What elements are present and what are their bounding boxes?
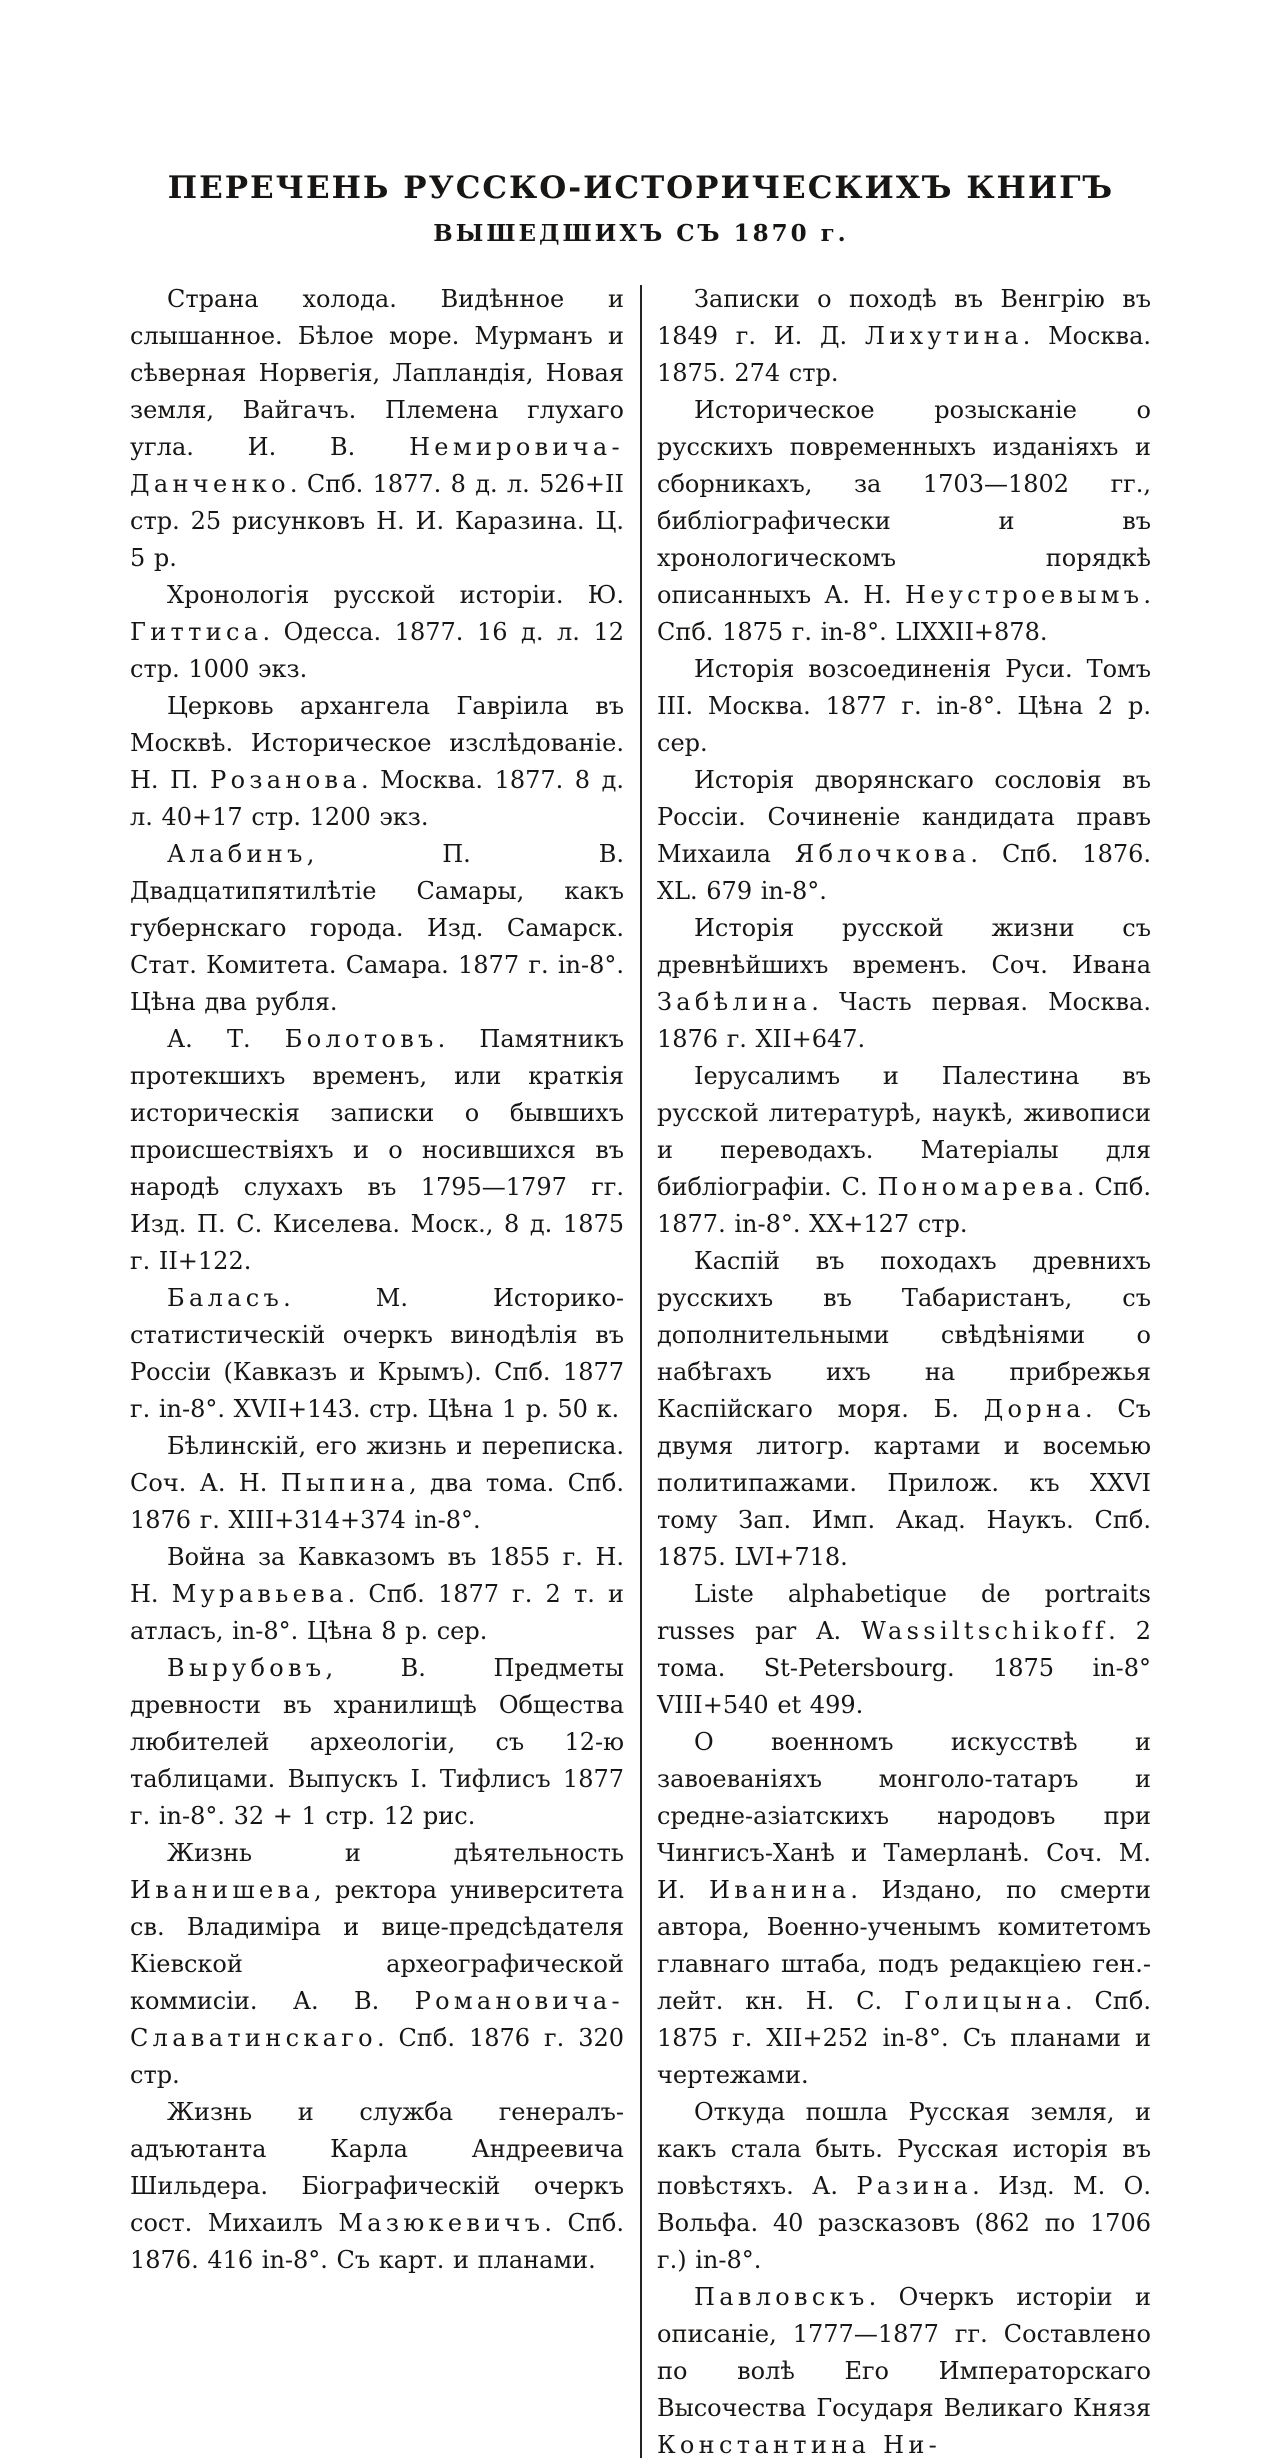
entry-text-segment: , ректора университета св. Владиміра и вице-предсѣдателя Кіевской археографической коммисіи. А. В. — [130, 1876, 624, 2015]
entry-author-name: Иванишева — [130, 1876, 314, 1904]
entry-text-segment: . Спб. 1875 г. XII+252 in-8°. Съ планами и чертежами. — [657, 1987, 1151, 2089]
bibliography-entry — [657, 2094, 1151, 2279]
entry-text-segment: . Спб. 1876. 416 in-8°. Съ карт. и планами. — [130, 2209, 624, 2274]
entry-author-name: Иванина — [709, 1876, 851, 1904]
bibliography-entry — [130, 1650, 624, 1835]
column-divider-rule — [640, 285, 642, 2458]
entry-text-segment: . Спб. 1875 г. in-8°. LIXXII+878. — [657, 581, 1151, 646]
entry-text-segment: . Часть первая. Москва. 1876 г. XII+647. — [657, 988, 1151, 1053]
bibliography-entry — [657, 1058, 1151, 1243]
entry-author-name: Муравьева — [171, 1580, 348, 1608]
bibliography-entry — [657, 1576, 1151, 1724]
page-title: ПЕРЕЧЕНЬ РУССКО-ИСТОРИЧЕСКИХЪ КНИГЪ — [167, 170, 1115, 206]
entry-text-segment: . Одесса. 1877. 16 д. л. 12 стр. 1000 экз. — [130, 618, 624, 683]
entry-author-name: Яблочкова — [794, 840, 971, 868]
entry-text-segment: Liste alphabetique de portraits russes par A. — [657, 1580, 1151, 1645]
entry-text-segment: Война за Кавказомъ въ 1855 г. Н. Н. — [130, 1543, 624, 1608]
entry-author-name: Константина Ни- — [657, 2431, 942, 2459]
entry-author-name: Мазюкевичъ — [338, 2209, 545, 2237]
entry-text-segment: . Издано, по смерти автора, Военно-ученымъ комитетомъ главнаго штаба, подъ редакціею ген.-лейт. кн. Н. С. — [657, 1876, 1151, 2015]
entry-text-segment: А. Т. — [167, 1025, 285, 1053]
bibliography-entry — [130, 1428, 624, 1539]
bibliography-entry — [130, 577, 624, 688]
entry-author-name: Лихутина — [864, 322, 1023, 350]
entry-text-segment: . Москва. 1877. 8 д. л. 40+17 стр. 1200 экз. — [130, 766, 624, 831]
entry-text-segment: . Памятникъ протекшихъ временъ, или краткія историческія записки о бывшихъ происшествіяхъ и о носившихся въ народѣ слухахъ въ 1795—1797 гг. Изд. П. С. Киселева. Моск., 8 д. 1875 г. II+122. — [130, 1025, 624, 1275]
entry-author-name: Романовича-Славатинскаго — [130, 1987, 624, 2052]
page-subtitle: ВЫШЕДШИХЪ СЪ 1870 г. — [433, 220, 849, 247]
entry-text-segment: Церковь архангела Гавріила въ Москвѣ. Историческое изслѣдованіе. Н. П. — [130, 692, 624, 794]
bibliography-entry — [130, 1021, 624, 1280]
entry-text-segment: . Спб. 1876. XL. 679 in-8°. — [657, 840, 1152, 905]
entry-text-segment: . М. Историко-статистическій очеркъ винодѣлія въ Россіи (Кавказъ и Крымъ). Спб. 1877 г. in-8°. XVII+143. стр. Цѣна 1 р. 50 к. — [130, 1284, 624, 1423]
entry-text-segment: . Съ двумя литогр. картами и восемью политипажами. Прилож. къ XXVI тому Зап. Имп. Акад. Наукъ. Спб. 1875. LVI+718. — [657, 1395, 1152, 1571]
bibliography-entry — [657, 1243, 1151, 1576]
entry-author-name: Гиттиса — [130, 618, 263, 646]
entry-text-segment: Историческое розысканіе о русскихъ повременныхъ изданіяхъ и сборникахъ, за 1703—1802 гг., библіографически и въ хронологическомъ порядкѣ описанныхъ А. Н. — [657, 396, 1151, 609]
entry-author-name: Голицына — [904, 1987, 1066, 2015]
entry-text-segment: Бѣлинскій, его жизнь и переписка. Соч. А. Н. — [130, 1432, 624, 1497]
entry-text-segment: Откуда пошла Русская земля, и какъ стала быть. Русская исторія въ повѣстяхъ. А. — [657, 2098, 1151, 2200]
entry-text-segment: Жизнь и служба генералъ-адъютанта Карла Андреевича Шильдера. Біографическій очеркъ сост. Михаилъ — [130, 2098, 624, 2237]
entry-author-name: Дорна — [983, 1395, 1085, 1423]
bibliography-entry — [130, 1539, 624, 1650]
entry-text-segment: Исторія русской жизни съ древнѣйшихъ временъ. Соч. Ивана — [657, 914, 1151, 979]
bibliography-entry — [130, 2094, 624, 2279]
entry-author-name: Неустроевымъ — [904, 581, 1144, 609]
entry-author-name: Болотовъ — [284, 1025, 438, 1053]
bibliography-entry — [657, 392, 1151, 651]
entry-text-segment: , В. Предметы древности въ хранилищѣ Общества любителей археологіи, съ 12-ю таблицами. Выпускъ I. Тифлисъ 1877 г. in-8°. 32 + 1 стр. 12 рис. — [130, 1654, 624, 1830]
bibliography-entry — [657, 762, 1151, 910]
entry-author-name: Баласъ — [167, 1284, 284, 1312]
entry-text-segment: . Спб. 1877. in-8°. XX+127 стр. — [657, 1173, 1151, 1238]
bibliography-entry — [130, 836, 624, 1021]
entry-text-segment: Записки о походѣ въ Венгрію въ 1849 г. И. Д. — [657, 285, 1151, 350]
entry-author-name: Пономарева — [877, 1173, 1077, 1201]
entry-author-name: Вырубовъ — [167, 1654, 326, 1682]
entry-text-segment: . Очеркъ исторіи и описаніе, 1777—1877 гг. Составлено по волѣ Его Императорскаго Высочества Государя Великаго Князя — [657, 2283, 1151, 2422]
left-column — [130, 281, 624, 2464]
bibliography-entry — [657, 1724, 1151, 2094]
entry-author-name: Забѣлина — [657, 988, 812, 1016]
bibliography-entry — [130, 1835, 624, 2094]
entry-author-name: Немировича-Данченко — [130, 433, 624, 498]
bibliography-entry — [657, 910, 1151, 1058]
entry-text-segment: . Изд. М. О. Вольфа. 40 разсказовъ (862 по 1706 г.) in-8°. — [657, 2172, 1151, 2274]
entry-text-segment: Жизнь и дѣятельность — [167, 1839, 624, 1867]
entry-text-segment: . Спб. 1876 г. 320 стр. — [130, 2024, 624, 2089]
entry-text-segment: Страна холода. Видѣнное и слышанное. Бѣлое море. Мурманъ и сѣверная Норвегія, Лапландія, Новая земля, Вайгачъ. Племена глухаго угла. И. В. — [130, 285, 624, 461]
entry-text-segment: . 2 тома. St-Petersbourg. 1875 in-8° VIII+540 et 499. — [657, 1617, 1151, 1719]
two-column-text-block — [130, 281, 1152, 2464]
entry-text-segment: Іерусалимъ и Палестина въ русской литературѣ, наукѣ, живописи и переводахъ. Матеріалы для библіографіи. С. — [657, 1062, 1151, 1201]
bibliography-entry — [130, 1280, 624, 1428]
entry-author-name: Wassiltschikoff — [861, 1617, 1109, 1645]
entry-text-segment: . Спб. 1877. 8 д. л. 526+II стр. 25 рисунковъ Н. И. Каразина. Ц. 5 р. — [130, 470, 624, 572]
entry-text-segment: Исторія дворянскаго сословія въ Россіи. Сочиненіе кандидата правъ Михаила — [657, 766, 1151, 868]
right-column — [657, 281, 1151, 2464]
entry-author-name: Разина — [856, 2172, 973, 2200]
entry-text-segment: , два тома. Спб. 1876 г. XIII+314+374 in-8°. — [130, 1469, 625, 1534]
entry-author-name: Розанова — [210, 766, 361, 794]
bibliography-entry — [657, 2279, 1151, 2464]
entry-text-segment: О военномъ искусствѣ и завоеваніяхъ монголо-татаръ и средне-азіатскихъ народовъ при Чингисъ-Ханѣ и Тамерланѣ. Соч. М. И. — [657, 1728, 1151, 1904]
entry-text-segment: , П. В. Двадцатипятилѣтіе Самары, какъ губернскаго города. Изд. Самарск. Стат. Комитета. Самара. 1877 г. in-8°. Цѣна два рубля. — [130, 840, 624, 1016]
entry-text-segment: . Москва. 1875. 274 стр. — [657, 322, 1152, 387]
entry-author-name: Алабинъ — [167, 840, 307, 868]
entry-text-segment: Каспій въ походахъ древнихъ русскихъ въ Табаристанъ, съ дополнительными свѣдѣніями о набѣгахъ ихъ на прибрежья Каспійскаго моря. Б. — [657, 1247, 1151, 1423]
bibliography-entry — [130, 281, 624, 577]
entry-author-name: Пыпина — [280, 1469, 409, 1497]
entry-text-segment: Хронологія русской исторіи. Ю. — [167, 581, 624, 609]
bibliography-entry — [657, 281, 1151, 392]
bibliography-entry — [130, 688, 624, 836]
bibliography-entry — [657, 651, 1151, 762]
entry-author-name: Павловскъ — [694, 2283, 869, 2311]
entry-text-segment: Исторія возсоединенія Руси. Томъ III. Москва. 1877 г. in-8°. Цѣна 2 р. сер. — [657, 655, 1151, 757]
entry-text-segment: . Спб. 1877 г. 2 т. и атласъ, in-8°. Цѣна 8 р. сер. — [130, 1580, 625, 1645]
